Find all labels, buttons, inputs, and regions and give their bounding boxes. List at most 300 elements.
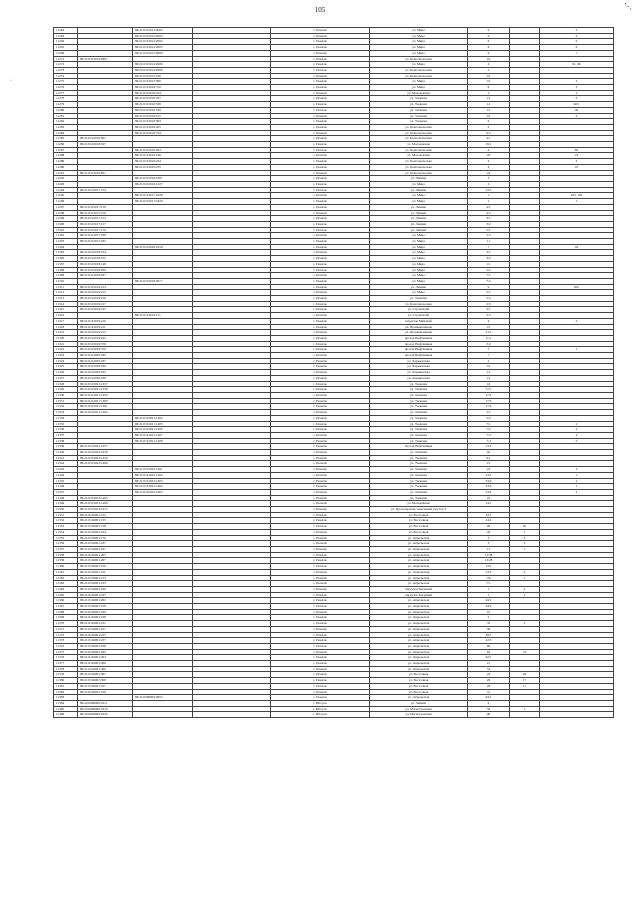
table-cell: 11385 — [54, 706, 78, 712]
table-cell: 86:21:0101021:1407 — [133, 432, 193, 438]
table-cell: 12 — [510, 649, 540, 655]
table-cell: 6 — [468, 33, 510, 39]
table-cell: 11378 — [54, 666, 78, 672]
table-cell: 86:21:0101017:179 — [78, 227, 133, 233]
table-cell: г. Покачи — [271, 546, 370, 552]
table-cell: 86:22:0000000:1611 — [78, 700, 133, 706]
table-cell: 11372 — [54, 632, 78, 638]
table-cell: 86:21:0101016:337 — [133, 96, 193, 102]
table-cell: 11291 — [54, 170, 78, 176]
table-cell: ул. Таежная — [370, 387, 468, 393]
table-cell: г. Покачи — [271, 210, 370, 216]
table-cell: г. Покачи — [271, 626, 370, 632]
table-cell: г. Покачи — [271, 689, 370, 695]
table-cell: 11310 — [54, 278, 78, 284]
table-cell: 11313 — [54, 296, 78, 302]
table-cell: г. Покачи — [271, 142, 370, 148]
table-cell: 86:21:0101018:1958 — [133, 244, 193, 250]
table-cell: 2 — [540, 421, 614, 427]
table-cell: 24 — [468, 672, 510, 678]
table-cell: 11360 — [54, 564, 78, 570]
table-cell: 47 — [468, 609, 510, 615]
table-cell: 11373 — [54, 638, 78, 644]
table-cell: 86:21:0101019:376 — [78, 341, 133, 347]
table-cell: 23/3 — [468, 484, 510, 490]
table-cell: ул. Комсомольская — [370, 73, 468, 79]
table-cell: 86:21:0102001:262 — [78, 649, 133, 655]
table-cell: 1/1 — [468, 261, 510, 267]
table-cell: г. Покачи — [271, 45, 370, 51]
table-cell: 11384 — [54, 700, 78, 706]
table-cell: 9/2 — [468, 130, 510, 136]
table-cell: ул. Мира — [370, 181, 468, 187]
table-cell: 11301 — [54, 227, 78, 233]
table-cell: 11294 — [54, 187, 78, 193]
table-cell: 5/1 — [468, 227, 510, 233]
table-cell: ул. Таежная — [370, 467, 468, 473]
table-cell: 31 — [468, 689, 510, 695]
table-cell: ул. Комсомольская — [370, 164, 468, 170]
table-cell: 86:21:0101022:1458 — [78, 450, 133, 456]
table-cell: 11303 — [54, 239, 78, 245]
table-cell: 2 — [468, 124, 510, 130]
table-cell: 11370 — [54, 621, 78, 627]
table-cell: 11332 — [54, 404, 78, 410]
table-cell: г. Покачи — [271, 261, 370, 267]
table-cell — [510, 712, 540, 718]
table-cell: 11279 — [54, 102, 78, 108]
table-cell: 11284 — [54, 130, 78, 136]
table-cell: 4 — [540, 432, 614, 438]
table-cell: г. Покачи — [271, 632, 370, 638]
table-cell: г. Югорск — [271, 712, 370, 718]
table-cell: 86:21:0101016:315 — [133, 113, 193, 119]
table-cell: 86:21:0101022:1459 — [78, 455, 133, 461]
table-cell: ул. Апрельская — [370, 655, 468, 661]
table-cell: 11262 — [54, 28, 78, 34]
table-cell: 4 — [468, 62, 510, 68]
table-cell: 11348 — [54, 495, 78, 501]
table-cell: ул. Комсомольская — [370, 130, 468, 136]
table-cell: ул. Таежная — [370, 415, 468, 421]
table-cell: 86:21:0102001:220 — [78, 609, 133, 615]
scan-mark: · — [10, 78, 12, 84]
table-cell: 5 — [540, 438, 614, 444]
table-cell: 86:21:0101019:212 — [78, 330, 133, 336]
table-cell: 7/1 — [468, 273, 510, 279]
table-cell: 19/1 — [468, 142, 510, 148]
table-cell: 11282 — [54, 119, 78, 125]
table-cell: 1 — [540, 199, 614, 205]
table-cell: ул. Таежная — [370, 472, 468, 478]
table-cell: 12 — [468, 96, 510, 102]
table-cell: 17/3 — [468, 398, 510, 404]
table-cell: 64/1 — [468, 695, 510, 701]
table-cell: г. Покачи — [271, 335, 370, 341]
table-cell: 11320 — [54, 335, 78, 341]
table-cell: 86:21:0101018:104 — [78, 250, 133, 256]
table-cell: 12 — [468, 370, 510, 376]
table-cell: 86:21:0101017:1629 — [133, 199, 193, 205]
table-cell: 2 — [540, 318, 614, 324]
table-cell: 11311 — [54, 284, 78, 290]
table-cell: 13а — [468, 575, 510, 581]
table-cell: 5 — [468, 90, 510, 96]
table-cell: г. Покачи — [271, 73, 370, 79]
table-cell: г. Покачи — [271, 586, 370, 592]
table-cell: 86:21:0102001:258 — [78, 643, 133, 649]
table-cell: 86:21:0102001:187 — [78, 541, 133, 547]
table-cell: г. Покачи — [271, 461, 370, 467]
table-cell: ул. Пролетарская, земельный участок 3 — [370, 507, 468, 513]
table-cell: ул. Харьковская — [370, 375, 468, 381]
table-cell: 86:21:0101021:1405 — [133, 421, 193, 427]
table-cell: 3/2 — [468, 221, 510, 227]
table-cell: г. Покачи — [271, 621, 370, 627]
table-cell: г. Покачи — [271, 227, 370, 233]
table-cell: ул. Таежная — [370, 381, 468, 387]
table-cell: ул. Апрельская — [370, 609, 468, 615]
table-cell: 22/3 — [468, 638, 510, 644]
table-cell: 11367 — [54, 604, 78, 610]
table-cell: 2 — [468, 67, 510, 73]
table-cell: 86:21:0101017:182 — [78, 239, 133, 245]
table-cell: 2 — [468, 358, 510, 364]
table-cell: г. Покачи — [271, 96, 370, 102]
table-cell: 3 — [540, 113, 614, 119]
table-cell: ул. Мира — [370, 85, 468, 91]
table-cell: 29 — [510, 672, 540, 678]
table-cell: 7/2 — [468, 278, 510, 284]
table-cell: 3/2 — [468, 313, 510, 319]
table-cell: ул. Апрельская — [370, 621, 468, 627]
table-cell: ул. Харьковская — [370, 358, 468, 364]
table-cell: г. Покачи — [271, 107, 370, 113]
table-cell: 3 — [540, 96, 614, 102]
table-cell: 86:21:0102001:205 — [78, 552, 133, 558]
table-cell: ул. Промышленная — [370, 330, 468, 336]
table-cell: 11/1 — [468, 335, 510, 341]
table-cell: 11289 — [54, 159, 78, 165]
table-cell: 5/2 — [468, 415, 510, 421]
table-cell: 102, 103 — [540, 193, 614, 199]
table-cell: 86:21:0102001:196 — [78, 586, 133, 592]
table-cell: 86:21:0101023:1465 — [78, 495, 133, 501]
table-cell: 11382 — [54, 689, 78, 695]
table-cell: 11366 — [54, 598, 78, 604]
table-cell: 40 — [468, 712, 510, 718]
table-cell: ул. Мира — [370, 193, 468, 199]
table-cell: г. Покачи — [271, 176, 370, 182]
table-cell: 16 — [468, 113, 510, 119]
table-cell: 5/1 — [468, 410, 510, 416]
table-cell: г. Покачи — [271, 256, 370, 262]
table-cell: ул. Апрельская — [370, 575, 468, 581]
table-cell: 12 — [468, 102, 510, 108]
table-cell: ул. Апрельская — [370, 541, 468, 547]
table-cell: 3 — [540, 85, 614, 91]
table-cell: г. Покачи — [271, 56, 370, 62]
table-cell: г. Покачи — [271, 244, 370, 250]
table-cell: 4/1 — [468, 136, 510, 142]
table-cell: 86:21:0101014:2960 — [133, 67, 193, 73]
table-cell: ул. Таежная — [370, 102, 468, 108]
table-cell: 10 — [468, 56, 510, 62]
table-cell: 45 — [510, 524, 540, 530]
table-cell: ул. Комсомольская — [370, 301, 468, 307]
table-cell: 86:21:0101016:1327 — [133, 181, 193, 187]
table-cell: 11317 — [54, 318, 78, 324]
table-cell: 86:21:0101016:235 — [133, 164, 193, 170]
table-cell: 10 — [468, 364, 510, 370]
table-cell: г. Покачи — [271, 569, 370, 575]
table-cell: ул. Магистральная — [370, 706, 468, 712]
table-cell: 11287 — [54, 147, 78, 153]
table-cell: ул. Таежная — [370, 404, 468, 410]
table-cell: г. Покачи — [271, 467, 370, 473]
table-cell: ул. Таежная — [370, 119, 468, 125]
table-cell: г. Покачи — [271, 221, 370, 227]
table-cell: г. Покачи — [271, 273, 370, 279]
table-cell: 86:21:0101021:1358 — [78, 387, 133, 393]
table-cell: г. Покачи — [271, 398, 370, 404]
table-cell: 11314 — [54, 301, 78, 307]
table-cell: 11272 — [54, 62, 78, 68]
table-cell: ул. Мира — [370, 244, 468, 250]
table-cell: 11356 — [54, 541, 78, 547]
table-cell: 86:22:0000000:1619 — [78, 706, 133, 712]
table-cell: ул. Мира — [370, 199, 468, 205]
table-cell: 46/1 — [540, 102, 614, 108]
table-cell: 11298 — [54, 210, 78, 216]
table-cell: 11277 — [54, 90, 78, 96]
table-cell: ул. Таежная — [370, 432, 468, 438]
table-cell: 11386 — [54, 712, 78, 718]
table-cell: 86:21:0101019:379 — [78, 347, 133, 353]
table-cell: г. Покачи — [271, 421, 370, 427]
table-cell: 86:21:0101020:190 — [78, 364, 133, 370]
table-cell: 86:21:0101017:153 — [78, 216, 133, 222]
page-number: 105 — [314, 6, 326, 14]
table-cell: 86:21:0101016:234 — [133, 159, 193, 165]
table-cell: 11302 — [54, 233, 78, 239]
table-cell: 11309 — [54, 273, 78, 279]
table-cell: г. Покачи — [271, 695, 370, 701]
table-cell: 11343 — [54, 467, 78, 473]
table-cell: 86:21:0102001:228 — [78, 615, 133, 621]
table-cell: 23 — [540, 153, 614, 159]
table-cell: 86:21:0101016:1087 — [133, 176, 193, 182]
table-cell: 11361 — [54, 569, 78, 575]
table-cell: 86:21:0101022:1460 — [78, 461, 133, 467]
table-cell: 3 — [540, 79, 614, 85]
table-cell: г. Покачи — [271, 284, 370, 290]
table-cell: 54 — [468, 666, 510, 672]
table-cell: 86:21:0101022:1464 — [133, 484, 193, 490]
table-cell: ул. Таежная — [370, 489, 468, 495]
table-cell: 86:21:0102001:197 — [78, 592, 133, 598]
table-cell: 11337 — [54, 432, 78, 438]
table-cell: 91, 96 — [540, 62, 614, 68]
table-cell: 86:21:0102001:207 — [78, 558, 133, 564]
table-cell: г. Покачи — [271, 529, 370, 535]
table-cell: 21 — [468, 461, 510, 467]
table-cell: ул. Таежная — [370, 427, 468, 433]
table-cell: ул. Таежная — [370, 410, 468, 416]
table-cell: 11286 — [54, 142, 78, 148]
table-cell: 86:21:0101012:2005 — [133, 45, 193, 51]
table-cell: 6 — [468, 119, 510, 125]
table-cell: 29 — [468, 678, 510, 684]
table-cell: ул. Ленина — [370, 210, 468, 216]
table-cell: г. Покачи — [271, 358, 370, 364]
table-cell: ул. Мира — [370, 261, 468, 267]
table-cell: 86:21:0101022:1462 — [133, 472, 193, 478]
table-cell: 7/1 — [468, 421, 510, 427]
table-cell: 3/2 — [468, 341, 510, 347]
table-cell: 9 — [468, 284, 510, 290]
table-cell: 86:21:0101017:158 — [78, 204, 133, 210]
table-cell: 3 — [510, 535, 540, 541]
table-cell: г. Покачи — [271, 62, 370, 68]
table-cell: 86:21:0101023:1472 — [78, 507, 133, 513]
table-cell: 11353 — [54, 524, 78, 530]
table-cell: ул. Апрельская — [370, 649, 468, 655]
table-cell: 14/1 — [468, 501, 510, 507]
table-cell: ул. Мира — [370, 250, 468, 256]
table-cell: 86:21:0101019:213 — [78, 284, 133, 290]
table-cell: 44/1 — [468, 598, 510, 604]
table-cell: 11359 — [54, 558, 78, 564]
table-cell: ул. Мира — [370, 33, 468, 39]
table-cell: г. Покачи — [271, 370, 370, 376]
table-cell: 86:21:0102001:195 — [78, 581, 133, 587]
table-cell: 86:21:0101019:210 — [78, 318, 133, 324]
table-cell: 86:21:0101018:207 — [78, 273, 133, 279]
table-cell: 11263 — [54, 33, 78, 39]
table-cell: 23/2 — [468, 478, 510, 484]
table-cell: 11364 — [54, 586, 78, 592]
table-cell: 11352 — [54, 518, 78, 524]
table-cell: г. Покачи — [271, 489, 370, 495]
table-cell: 26 — [468, 529, 510, 535]
table-cell: ул. Ленина — [370, 187, 468, 193]
table-cell: ул. Мира — [370, 79, 468, 85]
table-cell: г. Покачи — [271, 541, 370, 547]
table-cell: 86:21:0101016:734 — [133, 130, 193, 136]
table-cell: ул. Восточная — [370, 672, 468, 678]
table-cell: 86:21:0102001:257 — [78, 638, 133, 644]
table-cell: 11 — [468, 546, 510, 552]
table-cell: 86:21:0102001:213 — [78, 575, 133, 581]
table-cell: г. Покачи — [271, 199, 370, 205]
table-cell: ул. Мира — [370, 267, 468, 273]
table-cell: 86:21:0101012:2004 — [133, 39, 193, 45]
table-cell: 19/1 — [468, 512, 510, 518]
table-cell: г. Покачи — [271, 193, 370, 199]
table-cell: 11355 — [54, 535, 78, 541]
table-cell: г. Покачи — [271, 501, 370, 507]
table-cell: 86:21:0101021:1408 — [133, 438, 193, 444]
table-cell: г. Покачи — [271, 119, 370, 125]
table-cell: 86:21:0101021:1359 — [78, 393, 133, 399]
table-cell: ул. Восточная — [370, 518, 468, 524]
table-cell: 1 — [510, 546, 540, 552]
table-cell: 11363 — [54, 581, 78, 587]
table-cell: 24/2 — [468, 518, 510, 524]
table-cell: г. Покачи — [271, 67, 370, 73]
table-cell: 11377 — [54, 661, 78, 667]
table-cell: 86:21:0102001:152 — [78, 512, 133, 518]
table-cell: г. Покачи — [271, 415, 370, 421]
table-cell: 86:21:0101012:2003 — [133, 33, 193, 39]
table-cell: 86:21:0101016:338 — [133, 102, 193, 108]
table-cell: 11347 — [54, 489, 78, 495]
table-cell: 11376 — [54, 655, 78, 661]
table-cell: ул. Мира — [370, 62, 468, 68]
table-cell: 4/2 — [468, 210, 510, 216]
table-cell: г. Покачи — [271, 33, 370, 39]
table-cell: 86:22:0000000:1620 — [78, 712, 133, 718]
table-cell: 11329 — [54, 387, 78, 393]
table-cell: 11375 — [54, 649, 78, 655]
table-cell: 7 — [540, 50, 614, 56]
table-cell: 7/2 — [468, 427, 510, 433]
table-cell: 11 — [468, 239, 510, 245]
table-cell: 86:21:0101016:224 — [133, 90, 193, 96]
table-cell: 11315 — [54, 307, 78, 313]
table-cell: г. Покачи — [271, 558, 370, 564]
table-cell: 11324 — [54, 358, 78, 364]
table-cell: ул. Промышленная — [370, 324, 468, 330]
table-cell: г. Покачи — [271, 387, 370, 393]
table-cell: г. Покачи — [271, 147, 370, 153]
table-cell: 3 — [540, 33, 614, 39]
table-cell: 11293 — [54, 181, 78, 187]
table-cell: 86:21:0101018:2017 — [133, 278, 193, 284]
table-cell: 11319 — [54, 330, 78, 336]
table-cell: 21/38 — [468, 552, 510, 558]
table-cell: 86:21:0101012:2002 — [133, 28, 193, 34]
table-cell: 43 — [540, 244, 614, 250]
table-cell: ул. Мира — [370, 273, 468, 279]
table-cell: 11341 — [54, 455, 78, 461]
table-cell: 3 — [468, 541, 510, 547]
table-cell: ул. Комсомольская — [370, 159, 468, 165]
table-cell: г. Покачи — [271, 427, 370, 433]
table-cell: г. Покачи — [271, 672, 370, 678]
table-cell: 11342 — [54, 461, 78, 467]
table-cell: 60 — [468, 643, 510, 649]
table-cell: ул. Таежная — [370, 438, 468, 444]
table-cell: 23/4 — [468, 489, 510, 495]
table-cell: г. Покачи — [271, 204, 370, 210]
table-cell: 11358 — [54, 552, 78, 558]
table-cell: г. Покачи — [271, 512, 370, 518]
table-cell: 36 — [468, 626, 510, 632]
table-cell: ул. Апрельская — [370, 604, 468, 610]
table-cell: ул. Апрельская — [370, 535, 468, 541]
table-cell: г. Покачи — [271, 472, 370, 478]
table-cell: г. Покачи — [271, 164, 370, 170]
table-cell: 86:21:0101017:180 — [78, 233, 133, 239]
table-cell: г. Покачи — [271, 438, 370, 444]
table-cell: 17/4 — [468, 404, 510, 410]
table-cell: г. Покачи — [271, 313, 370, 319]
table-cell: 11265 — [54, 45, 78, 51]
table-cell: 86:21:0102001:319 — [78, 689, 133, 695]
table-cell: 17 — [510, 678, 540, 684]
